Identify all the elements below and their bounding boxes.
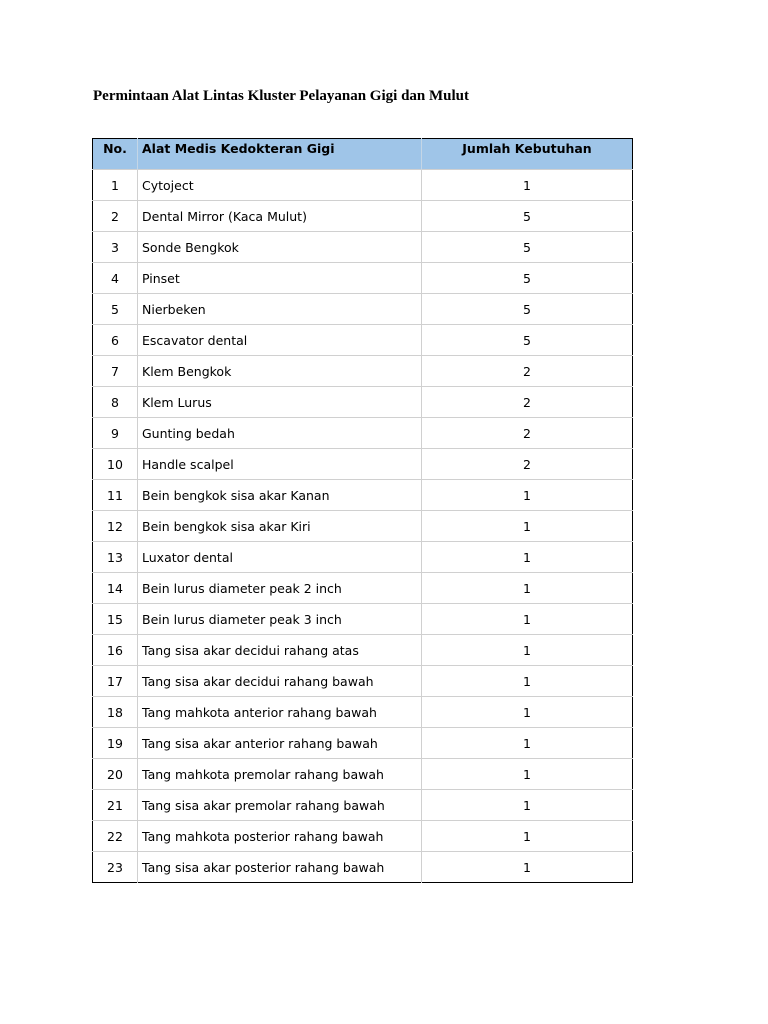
quantity-cell: 5 — [422, 232, 633, 263]
quantity-cell: 1 — [422, 635, 633, 666]
tool-name-cell: Klem Lurus — [138, 387, 422, 418]
row-number-cell: 12 — [93, 511, 138, 542]
tool-name-cell: Cytoject — [138, 170, 422, 201]
quantity-cell: 1 — [422, 480, 633, 511]
quantity-cell: 1 — [422, 697, 633, 728]
table-row — [93, 759, 633, 790]
table-row — [93, 573, 633, 604]
tool-name-cell: Bein lurus diameter peak 3 inch — [138, 604, 422, 635]
row-number-cell: 6 — [93, 325, 138, 356]
table-row — [93, 697, 633, 728]
tool-name-cell: Sonde Bengkok — [138, 232, 422, 263]
table-row — [93, 604, 633, 635]
table-row — [93, 821, 633, 852]
quantity-cell: 2 — [422, 387, 633, 418]
tool-name-cell: Klem Bengkok — [138, 356, 422, 387]
row-number-cell: 22 — [93, 821, 138, 852]
table-row — [93, 449, 633, 480]
row-number-cell: 4 — [93, 263, 138, 294]
row-number-cell: 3 — [93, 232, 138, 263]
column-header-no: No. — [93, 139, 138, 170]
tool-name-cell: Bein bengkok sisa akar Kanan — [138, 480, 422, 511]
quantity-cell: 5 — [422, 325, 633, 356]
quantity-cell: 5 — [422, 294, 633, 325]
table-row — [93, 852, 633, 883]
tool-name-cell: Tang mahkota premolar rahang bawah — [138, 759, 422, 790]
tool-name-cell: Gunting bedah — [138, 418, 422, 449]
table-row — [93, 418, 633, 449]
column-header-quantity: Jumlah Kebutuhan — [422, 139, 633, 170]
quantity-cell: 5 — [422, 201, 633, 232]
quantity-cell: 1 — [422, 573, 633, 604]
table-row — [93, 170, 633, 201]
quantity-cell: 2 — [422, 449, 633, 480]
row-number-cell: 19 — [93, 728, 138, 759]
table-row — [93, 201, 633, 232]
quantity-cell: 1 — [422, 170, 633, 201]
table-row — [93, 294, 633, 325]
page-title: Permintaan Alat Lintas Kluster Pelayanan Gigi dan Mulut — [93, 88, 470, 104]
table-row — [93, 511, 633, 542]
row-number-cell: 8 — [93, 387, 138, 418]
row-number-cell: 16 — [93, 635, 138, 666]
tool-name-cell: Handle scalpel — [138, 449, 422, 480]
table-row — [93, 635, 633, 666]
row-number-cell: 1 — [93, 170, 138, 201]
tool-name-cell: Luxator dental — [138, 542, 422, 573]
row-number-cell: 17 — [93, 666, 138, 697]
tool-name-cell: Tang sisa akar posterior rahang bawah — [138, 852, 422, 883]
row-number-cell: 20 — [93, 759, 138, 790]
row-number-cell: 23 — [93, 852, 138, 883]
table-row — [93, 790, 633, 821]
row-number-cell: 10 — [93, 449, 138, 480]
row-number-cell: 13 — [93, 542, 138, 573]
table-row — [93, 325, 633, 356]
quantity-cell: 1 — [422, 542, 633, 573]
quantity-cell: 1 — [422, 759, 633, 790]
quantity-cell: 1 — [422, 790, 633, 821]
table-row — [93, 480, 633, 511]
quantity-cell: 2 — [422, 418, 633, 449]
table-row — [93, 263, 633, 294]
table-row — [93, 387, 633, 418]
table-header — [93, 139, 633, 170]
row-number-cell: 9 — [93, 418, 138, 449]
table-row — [93, 728, 633, 759]
quantity-cell: 1 — [422, 728, 633, 759]
quantity-cell: 2 — [422, 356, 633, 387]
tool-name-cell: Escavator dental — [138, 325, 422, 356]
tool-name-cell: Dental Mirror (Kaca Mulut) — [138, 201, 422, 232]
tool-name-cell: Tang sisa akar decidui rahang bawah — [138, 666, 422, 697]
tool-name-cell: Tang mahkota anterior rahang bawah — [138, 697, 422, 728]
tool-name-cell: Tang sisa akar anterior rahang bawah — [138, 728, 422, 759]
quantity-cell: 1 — [422, 511, 633, 542]
tool-name-cell: Bein bengkok sisa akar Kiri — [138, 511, 422, 542]
quantity-cell: 1 — [422, 604, 633, 635]
table-body — [93, 170, 633, 883]
row-number-cell: 5 — [93, 294, 138, 325]
row-number-cell: 14 — [93, 573, 138, 604]
table-row — [93, 356, 633, 387]
row-number-cell: 2 — [93, 201, 138, 232]
tool-name-cell: Tang sisa akar premolar rahang bawah — [138, 790, 422, 821]
row-number-cell: 7 — [93, 356, 138, 387]
quantity-cell: 1 — [422, 666, 633, 697]
table-row — [93, 232, 633, 263]
quantity-cell: 1 — [422, 821, 633, 852]
table-header-row — [93, 139, 633, 170]
quantity-cell: 5 — [422, 263, 633, 294]
quantity-cell: 1 — [422, 852, 633, 883]
tool-name-cell: Nierbeken — [138, 294, 422, 325]
row-number-cell: 15 — [93, 604, 138, 635]
table-row — [93, 666, 633, 697]
tool-name-cell: Bein lurus diameter peak 2 inch — [138, 573, 422, 604]
row-number-cell: 18 — [93, 697, 138, 728]
tool-name-cell: Tang sisa akar decidui rahang atas — [138, 635, 422, 666]
row-number-cell: 21 — [93, 790, 138, 821]
tool-name-cell: Pinset — [138, 263, 422, 294]
table-row — [93, 542, 633, 573]
dental-tools-table — [92, 138, 633, 883]
column-header-tool-name: Alat Medis Kedokteran Gigi — [138, 139, 422, 170]
row-number-cell: 11 — [93, 480, 138, 511]
tool-name-cell: Tang mahkota posterior rahang bawah — [138, 821, 422, 852]
